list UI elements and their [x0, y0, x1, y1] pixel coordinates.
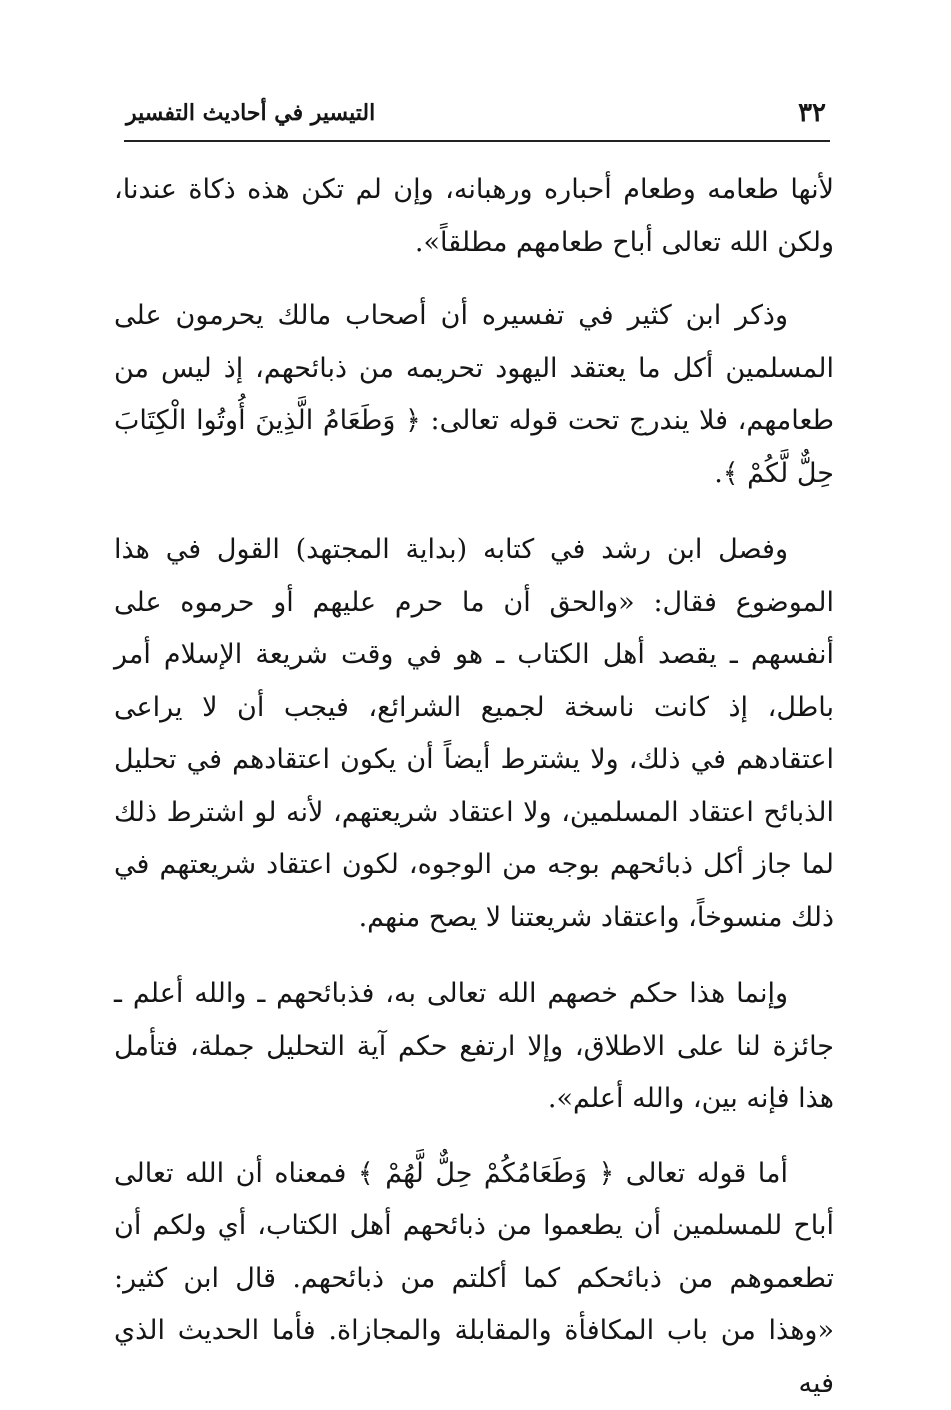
- paragraph: وذكر ابن كثير في تفسيره أن أصحاب مالك يحرمون على المسلمين أكل ما يعتقد اليهود تحريمه من ذبائحهم، إذ ليس من طعامهم، فلا يندرج تحت قوله تعالى: ﴿ وَطَعَامُ الَّذِينَ أُوتُوا الْكِتَابَ حِلٌّ لَّكُمْ ﴾.: [114, 290, 834, 500]
- header-divider: [124, 140, 830, 142]
- paragraph: لأنها طعامه وطعام أحباره ورهبانه، وإن لم تكن هذه ذكاة عندنا، ولكن الله تعالى أباح طعامهم مطلقاً».: [114, 164, 834, 269]
- paragraph: أما قوله تعالى ﴿ وَطَعَامُكُمْ حِلٌّ لَّهُمْ ﴾ فمعناه أن الله تعالى أباح للمسلمين أن يطعموا من ذبائحهم أهل الكتاب، أي ولكم أن تطعموهم من ذبائحكم كما أكلتم من ذبائحهم. قال ابن كثير: «وهذا من باب المكافأة والمقابلة والمجازاة. فأما الحديث الذي فيه: [114, 1148, 834, 1410]
- paragraph: وفصل ابن رشد في كتابه (بداية المجتهد) القول في هذا الموضوع فقال: «والحق أن ما حرم عليهم أو حرموه على أنفسهم ـ يقصد أهل الكتاب ـ هو في وقت شريعة الإسلام أمر باطل، إذ كانت ناسخة لجميع الشرائع، فيجب أن لا يراعى اعتقادهم في ذلك، ولا يشترط أيضاً أن يكون اعتقادهم في تحليل الذبائح اعتقاد المسلمين، ولا اعتقاد شريعتهم، لأنه لو اشترط ذلك لما جاز أكل ذبائحهم بوجه من الوجوه، لكون اعتقاد شريعتهم في ذلك منسوخاً، واعتقاد شريعتنا لا يصح منهم.: [114, 524, 834, 944]
- body-text: [114, 164, 834, 1410]
- page-number: ٣٢: [798, 98, 826, 128]
- paragraph: وإنما هذا حكم خصهم الله تعالى به، فذبائحهم ـ والله أعلم ـ جائزة لنا على الاطلاق، وإلا ارتفع حكم آية التحليل جملة، فتأمل هذا فإنه بين، والله أعلم».: [114, 968, 834, 1126]
- running-title: التيسير في أحاديث التفسير: [126, 100, 375, 126]
- page-header: [126, 98, 826, 134]
